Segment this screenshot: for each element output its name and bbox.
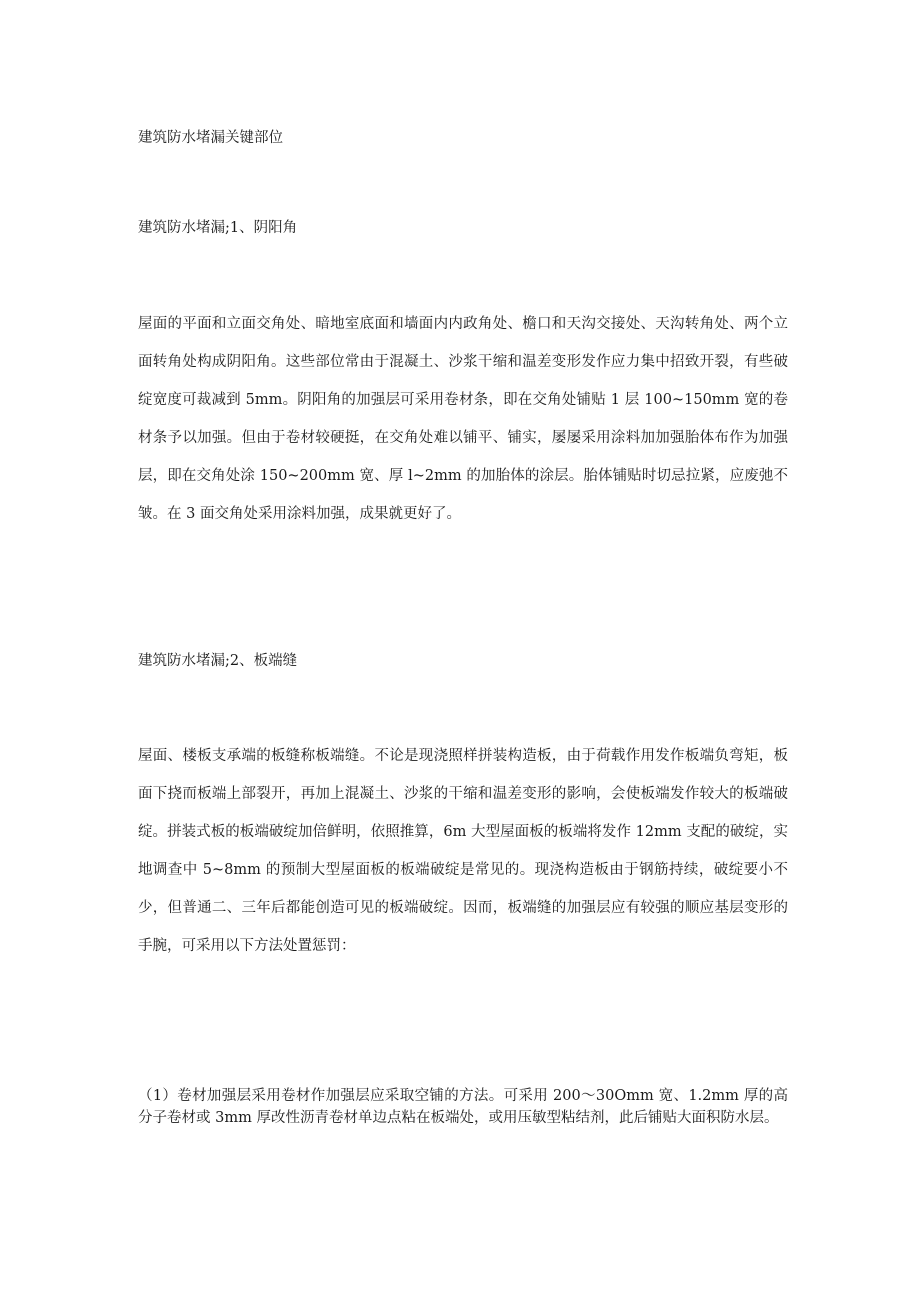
section-2-heading: 建筑防水堵漏;2、板端缝 xyxy=(138,653,298,669)
section-1-heading: 建筑防水堵漏;1、阴阳角 xyxy=(138,220,298,236)
section-2-paragraph: 屋面、楼板支承端的板缝称板端缝。不论是现浇照样拼装构造板，由于荷载作用发作板端负弯矩，板面下挠而板端上部裂开，再加上混凝土、沙浆的干缩和温差变形的影响，会使板端发作较大的板端破绽。拼装式板的板端破绽加倍鲜明，依照推算，6m 大型屋面板的板端将发作 12mm 支配的破绽，实地调查中 5~8mm 的预制大型屋面板的板端破绽是常见的。现浇构造板由于钢筋持续，破绽要小不少，但普通二、三年后都能创造可见的板端破绽。因而，板端缝的加强层应有较强的顺应基层变形的手腕，可采用以下方法处置惩罚： xyxy=(138,748,788,954)
section-2-list-item-1: （1）卷材加强层采用卷材作加强层应采取空铺的方法。可采用 200～30Omm 宽、1.2mm 厚的高分子卷材或 3mm 厚改性沥青卷材单边点粘在板端处，或用压敏型粘结剂，此后铺贴大面积防水层。 xyxy=(138,1088,788,1126)
document-title: 建筑防水堵漏关键部位 xyxy=(138,130,283,146)
section-1-paragraph: 屋面的平面和立面交角处、暗地室底面和墙面内内政角处、檐口和天沟交接处、天沟转角处、两个立面转角处构成阴阳角。这些部位常由于混凝土、沙浆干缩和温差变形发作应力集中招致开裂，有些破绽宽度可裁减到 5mm。阴阳角的加强层可采用卷材条，即在交角处铺贴 1 层 100~150mm 宽的卷材条予以加强。但由于卷材较硬挺，在交角处难以铺平、铺实，屡屡采用涂料加加强胎体布作为加强层，即在交角处涂 150~200mm 宽、厚 l~2mm 的加胎体的涂层。胎体铺贴时切忌拉紧，应废弛不皱。在 3 面交角处采用涂料加强，成果就更好了。 xyxy=(138,316,788,522)
